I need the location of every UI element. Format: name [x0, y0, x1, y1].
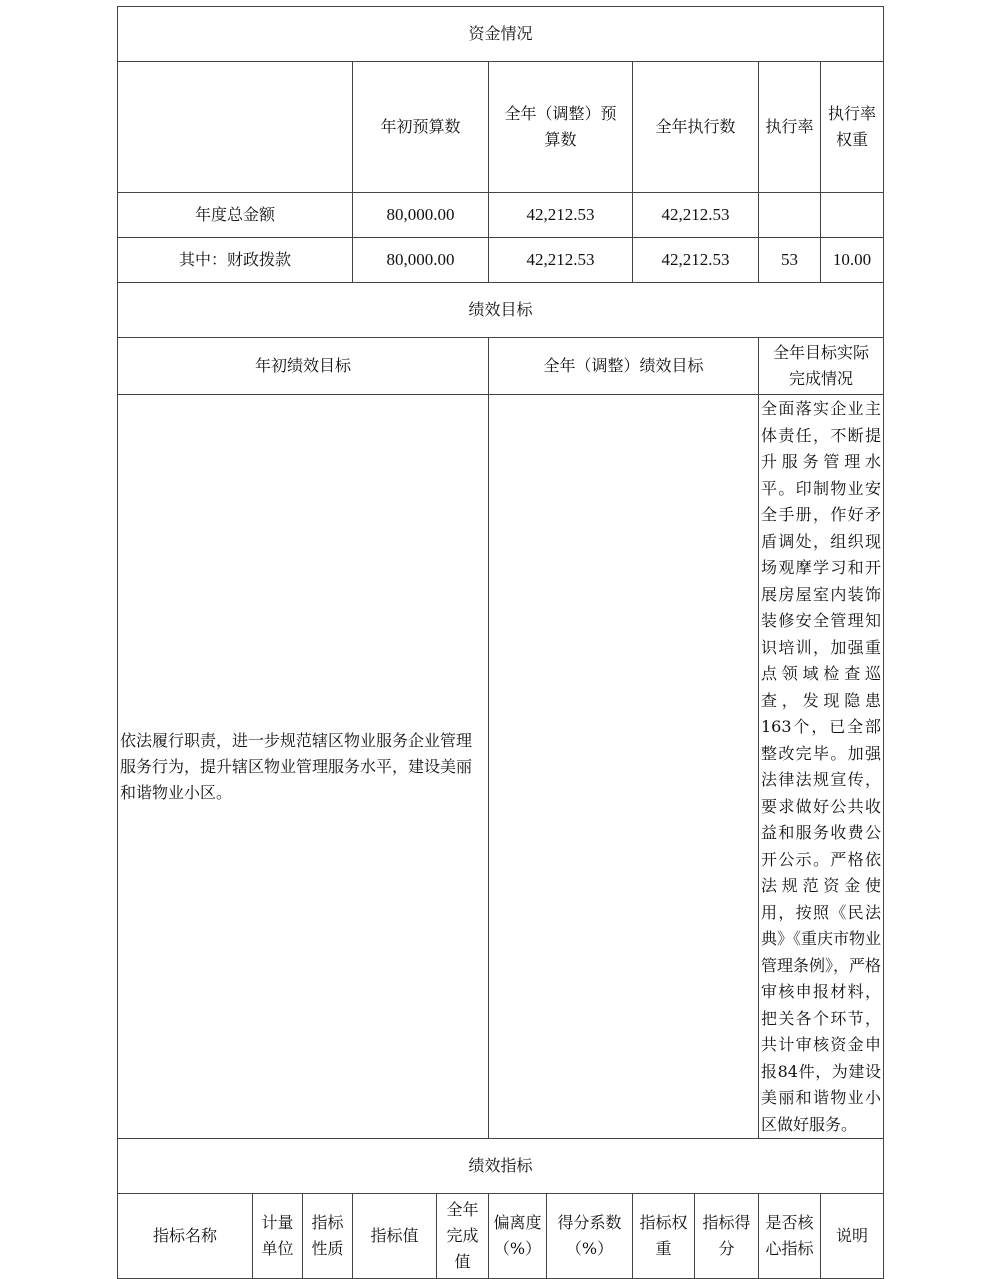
funds-header-initial: 年初预算数	[353, 62, 489, 193]
funds-row-fiscal	[118, 238, 884, 283]
funds-rate-value: 53	[759, 238, 821, 283]
funds-executed-value: 42,212.53	[633, 193, 759, 238]
goals-actual-text: 全面落实企业主体责任，不断提升服务管理水平。印制物业安全手册，作好矛盾调处，组织现场观摩学习和开展房屋室内装饰装修安全管理知识培训，加强重点领域检查巡查，发现隐患163个，已全部整改完毕。加强法律法规宣传，要求做好公共收益和服务收费公开公示。严格依法规范资金使用，按照《民法典》《重庆市物业管理条例》，严格审核申报材料，把关各个环节，共计审核资金申报84件，为建设美丽和谐物业小区做好服务。	[759, 395, 884, 1139]
goals-header-row	[118, 338, 884, 395]
performance-report-sheet	[117, 6, 883, 1279]
funds-section-title: 资金情况	[118, 7, 884, 62]
indicator-header-coefficient: 得分系数（%）	[547, 1194, 633, 1279]
indicator-header-value: 指标值	[353, 1194, 437, 1279]
goals-content-row	[118, 395, 884, 1139]
funds-header-executed: 全年执行数	[633, 62, 759, 193]
funds-rate-value	[759, 193, 821, 238]
funds-row-label: 年度总金额	[118, 193, 353, 238]
indicators-section-title: 绩效指标	[118, 1139, 884, 1194]
funds-weight-value: 10.00	[821, 238, 884, 283]
indicator-header-weight: 指标权重	[633, 1194, 695, 1279]
indicator-header-completed: 全年完成值	[437, 1194, 489, 1279]
funds-adjusted-value: 42,212.53	[489, 238, 633, 283]
funds-executed-value: 42,212.53	[633, 238, 759, 283]
indicators-section-row	[118, 1139, 884, 1194]
goals-section-title: 绩效目标	[118, 283, 884, 338]
funds-weight-value	[821, 193, 884, 238]
funds-header-blank	[118, 62, 353, 193]
indicator-header-core: 是否核心指标	[759, 1194, 821, 1279]
report-table	[117, 6, 884, 1279]
indicator-header-name: 指标名称	[118, 1194, 253, 1279]
funds-adjusted-value: 42,212.53	[489, 193, 633, 238]
indicator-header-deviation: 偏离度（%）	[489, 1194, 547, 1279]
funds-row-total	[118, 193, 884, 238]
goals-section-row	[118, 283, 884, 338]
funds-section-row	[118, 7, 884, 62]
goals-header-initial: 年初绩效目标	[118, 338, 489, 395]
goals-header-adjusted: 全年（调整）绩效目标	[489, 338, 759, 395]
goals-header-actual: 全年目标实际完成情况	[759, 338, 884, 395]
funds-row-label: 其中：财政拨款	[118, 238, 353, 283]
indicator-header-nature: 指标性质	[303, 1194, 353, 1279]
funds-header-row	[118, 62, 884, 193]
funds-header-rate: 执行率	[759, 62, 821, 193]
indicator-header-note: 说明	[821, 1194, 884, 1279]
goals-initial-text: 依法履行职责，进一步规范辖区物业服务企业管理服务行为，提升辖区物业管理服务水平，建设美丽和谐物业小区。	[118, 395, 489, 1139]
goals-adjusted-text	[489, 395, 759, 1139]
indicators-header-row	[118, 1194, 884, 1279]
indicator-header-score: 指标得分	[695, 1194, 759, 1279]
funds-header-weight: 执行率权重	[821, 62, 884, 193]
indicator-header-unit: 计量单位	[253, 1194, 303, 1279]
funds-initial-value: 80,000.00	[353, 238, 489, 283]
funds-initial-value: 80,000.00	[353, 193, 489, 238]
funds-header-adjusted: 全年（调整）预算数	[489, 62, 633, 193]
